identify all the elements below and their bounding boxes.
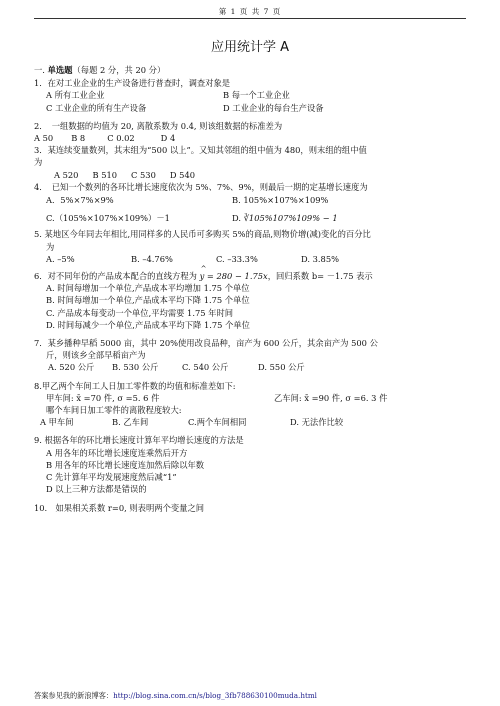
question-stem: 3．某连续变量数列，其末组为“500 以上”。又知其邻组的组中值为 480，则末组的组中值 [34, 145, 367, 156]
workshop-jia-stats: 甲车间: x̄ =70 件, σ =5. 6 件 [46, 392, 160, 403]
option-c: C 工业企业的所有生产设备 [46, 102, 147, 113]
stem-part-1: 6．对不同年份的产品成本配合的直线方程为 [34, 271, 197, 282]
option-d: D 540 [169, 169, 196, 180]
question-6 [34, 270, 464, 331]
option-d: D. 无法作比较 [290, 417, 344, 428]
document-title: 应用统计学 A [210, 40, 290, 55]
option-d: D. 550 公斤 [258, 362, 305, 373]
question-stem-cont: 为 [34, 157, 43, 168]
option-c: C.两个车间相同 [188, 417, 247, 428]
question-stem: 4． 已知一个数列的各环比增长速度依次为 5%、7%、9%，则最后一期的定基增长速度为 [34, 181, 368, 192]
option-b: B. 105%×107%×109% [232, 195, 329, 206]
question-5 [34, 228, 464, 265]
option-c: C 0.02 [107, 133, 135, 144]
option-b: B. –4.76% [131, 253, 173, 264]
question-stem: 1．在对工业企业的生产设备进行普查时，调查对象是 [34, 78, 231, 89]
cube-root-formula: ∛105%107%109% − 1 [243, 213, 338, 224]
question-4 [34, 181, 464, 225]
question-10 [34, 502, 464, 514]
option-b: B. 乙车间 [112, 417, 149, 428]
section-number: 一. [34, 65, 45, 75]
option-a: A. 时间每增加一个单位,产品成本平均增加 1.75 个单位 [46, 283, 250, 294]
option-b: B 8 [71, 133, 86, 144]
option-a: A 520 [54, 169, 79, 180]
question-stem-cont: 斤，则该乡全部早稻亩产为 [46, 350, 146, 361]
question-1 [34, 77, 464, 114]
option-b: B 每一个工业企业 [223, 90, 290, 101]
stem-part-2: ，回归系数 b= －1.75 表示 [267, 271, 373, 282]
option-a: A. 520 公斤 [48, 362, 95, 373]
option-a: A. –5% [46, 253, 75, 264]
option-c: C 先计算年平均发展速度然后减“1” [46, 472, 177, 483]
page-header: 第 1 页 共 7 页 [218, 7, 282, 16]
question-stem: 2． 一组数据的均值为 20, 离散系数为 0.4, 则该组数据的标准差为 [34, 120, 283, 131]
option-b: B 510 [92, 169, 118, 180]
footer-text: 答案参见我的新浪博客： [34, 691, 114, 700]
question-9 [34, 434, 464, 495]
option-c: C 530 [131, 169, 156, 180]
question-stem: 5. 某地区今年同去年相比,用同样多的人民币可多购买 5%的商品,则物价增(减)变化的百分比 [34, 229, 371, 240]
question-ask: 哪个车间日加工零件的离散程度较大: [46, 405, 182, 416]
section-name: 单选题 [47, 65, 73, 75]
option-c: C. 产品成本每变动一个单位,平均需要 1.75 年时间 [46, 307, 234, 318]
option-d: D. 3.85% [301, 253, 339, 264]
option-d: D 以上三种方法都是错误的 [46, 484, 147, 495]
page-footer [34, 691, 317, 701]
question-stem: 8.甲乙两个车间工人日加工零件数的均值和标准差如下: [34, 380, 236, 391]
option-c: C. 540 公斤 [182, 362, 229, 373]
section-heading [34, 64, 464, 76]
section-note: （每题 2 分，共 20 分） [72, 65, 166, 75]
option-b: B. 530 公斤 [112, 362, 159, 373]
option-a: A．5%×7%×9% [46, 195, 114, 206]
option-a: A 用各年的环比增长速度连乘然后开方 [46, 447, 188, 458]
option-d [232, 212, 338, 224]
workshop-yi-stats: 乙车间: x̄ =90 件, σ =6. 3 件 [274, 392, 388, 403]
question-3 [34, 144, 464, 181]
question-stem [34, 270, 464, 282]
option-c: C. –33.3% [216, 253, 258, 264]
footer-link[interactable]: http://blog.sina.com.cn/s/blog_3fb788630100muda.html [113, 691, 317, 700]
option-d-prefix: D. [232, 213, 241, 224]
question-7 [34, 337, 464, 374]
question-8 [34, 380, 464, 429]
option-a: A 50 [34, 133, 54, 144]
option-c: C.（105%×107%×109%）－1 [46, 213, 170, 224]
question-2 [34, 120, 464, 144]
question-stem-cont: 为 [46, 241, 55, 252]
option-a: A 所有工业企业 [46, 90, 105, 101]
question-stem: 9. 根据各年的环比增长速度计算年平均增长速度的方法是 [34, 435, 244, 446]
option-b: B. 时间每增加一个单位,产品成本平均下降 1.75 个单位 [46, 295, 250, 306]
question-stem: 7．某乡播种早稻 5000 亩，其中 20%使用改良品种，亩产为 600 公斤，其余亩产为 500 公 [34, 338, 378, 349]
header-divider [34, 18, 466, 19]
option-b: B 用各年的环比增长速度连加然后除以年数 [46, 459, 205, 470]
question-list [34, 64, 464, 514]
option-a: A 甲车间 [40, 417, 74, 428]
y-hat-symbol: ^ y [200, 270, 205, 282]
regression-formula: = 280 − 1.75x [206, 271, 268, 282]
option-d: D. 时间每减少一个单位,产品成本平均下降 1.75 个单位 [46, 319, 250, 330]
option-d: D 4 [160, 133, 176, 144]
option-d: D 工业企业的每台生产设备 [223, 102, 324, 113]
question-stem: 10. 如果相关系数 r=0, 则表明两个变量之间 [34, 502, 205, 513]
